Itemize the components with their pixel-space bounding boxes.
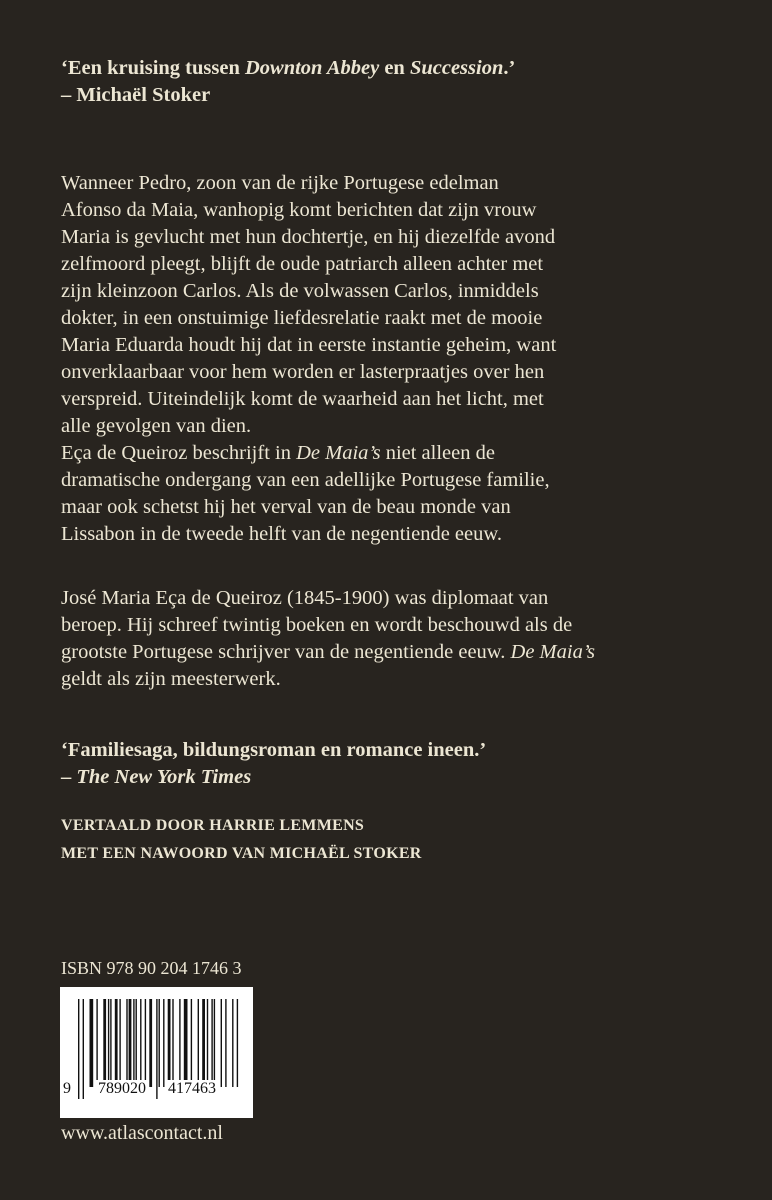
text-line <box>61 467 556 494</box>
text-line <box>61 737 486 764</box>
barcode-bar <box>186 999 187 1087</box>
barcode-bar <box>115 999 118 1087</box>
text-line <box>61 612 595 639</box>
text-segment: Maria is gevlucht met hun dochtertje, en hij diezelfde avond <box>61 226 556 248</box>
barcode-digits-left: 789020 <box>98 1080 146 1097</box>
text-line <box>61 764 486 791</box>
text-segment: José Maria Eça de Queiroz (1845-1900) was diplomaat van <box>61 587 549 609</box>
italic-title: Succession <box>409 57 504 79</box>
barcode-bar <box>133 999 134 1087</box>
barcode-bar <box>140 999 141 1087</box>
text-segment: en <box>379 57 410 79</box>
barcode-bar <box>92 999 93 1087</box>
text-line <box>61 521 556 548</box>
text-segment: .’ <box>503 57 516 79</box>
italic-title: De Maia’s <box>296 442 381 464</box>
barcode-bar <box>159 999 160 1087</box>
barcode-bar <box>172 999 173 1087</box>
barcode-bar <box>179 999 180 1087</box>
text-line <box>61 494 556 521</box>
italic-title: De Maia’s <box>510 641 595 663</box>
text-line <box>61 224 556 251</box>
barcode-bar <box>214 999 215 1087</box>
afterword-credit: MET EEN NAWOORD VAN MICHAËL STOKER <box>61 845 422 862</box>
text-line <box>61 386 556 413</box>
text-segment: ‘Een kruising tussen <box>61 57 245 79</box>
text-segment: – <box>61 766 77 788</box>
text-segment: Afonso da Maia, wanhopig komt berichten dat zijn vrouw <box>61 199 537 221</box>
barcode-bar <box>149 999 152 1087</box>
barcode-bar <box>237 999 238 1087</box>
text-line <box>61 639 595 666</box>
text-line <box>61 305 556 332</box>
barcode-bar <box>211 999 212 1087</box>
author-bio <box>61 585 595 693</box>
barcode-bar <box>198 999 199 1087</box>
credits <box>61 812 422 868</box>
text-segment: zijn kleinzoon Carlos. Als de volwassen Carlos, inmiddels <box>61 280 539 302</box>
text-segment: Wanneer Pedro, zoon van de rijke Portugese edelman <box>61 172 499 194</box>
quote-top <box>61 55 515 109</box>
text-segment: – Michaël Stoker <box>61 84 211 106</box>
barcode-bar <box>168 999 171 1087</box>
text-segment: niet alleen de <box>380 442 495 464</box>
barcode-bar <box>163 999 164 1087</box>
publisher-url[interactable]: www.atlascontact.nl <box>61 1122 223 1144</box>
text-line <box>61 170 556 197</box>
translator-credit: VERTAALD DOOR HARRIE LEMMENS <box>61 817 365 834</box>
blurb <box>61 170 556 548</box>
text-segment: dramatische ondergang van een adellijke Portugese familie, <box>61 469 550 491</box>
text-segment: Eça de Queiroz beschrijft in <box>61 442 297 464</box>
italic-title: Downton Abbey <box>244 57 380 79</box>
barcode <box>60 987 253 1118</box>
text-segment: ‘Familiesaga, bildungsroman en romance ineen.’ <box>61 739 487 761</box>
barcode-bar <box>96 999 97 1087</box>
barcode-bar <box>207 999 208 1087</box>
text-segment: Maria Eduarda houdt hij dat in eerste instantie geheim, want <box>61 334 557 356</box>
barcode-digit-first: 9 <box>63 1080 71 1097</box>
barcode-bar <box>83 999 84 1099</box>
barcode-bar <box>78 999 79 1099</box>
barcode-bar <box>119 999 120 1087</box>
barcode-bar <box>232 999 233 1087</box>
barcode-bar <box>221 999 222 1087</box>
text-line <box>61 585 595 612</box>
barcode-bar <box>129 999 132 1087</box>
text-segment: onverklaarbaar voor hem worden er lasterpraatjes over hen <box>61 361 545 383</box>
text-line <box>61 359 556 386</box>
barcode-bar <box>145 999 146 1087</box>
isbn: ISBN 978 90 204 1746 3 <box>61 958 242 978</box>
text-line <box>61 55 515 82</box>
text-line <box>61 278 556 305</box>
text-line <box>61 413 556 440</box>
text-segment: grootste Portugese schrijver van de negentiende eeuw. <box>61 641 511 663</box>
text-line <box>61 251 556 278</box>
barcode-bar <box>225 999 226 1087</box>
barcode-bar <box>103 999 106 1087</box>
text-segment: dokter, in een onstuimige liefdesrelatie raakt met de mooie <box>61 307 543 329</box>
text-line <box>61 666 595 693</box>
barcode-bar <box>136 999 137 1087</box>
barcode-bar <box>202 999 205 1087</box>
barcode-bar <box>126 999 127 1087</box>
quote-bottom <box>61 737 486 791</box>
barcode-bar <box>156 999 157 1099</box>
text-segment: beroep. Hij schreef twintig boeken en wordt beschouwd als de <box>61 614 573 636</box>
barcode-bar <box>108 999 109 1087</box>
italic-title: The New York Times <box>76 766 252 788</box>
text-segment: geldt als zijn meesterwerk. <box>61 668 281 690</box>
text-segment: verspreid. Uiteindelijk komt de waarheid aan het licht, met <box>61 388 544 410</box>
text-line <box>61 197 556 224</box>
text-segment: Lissabon in de tweede helft van de negentiende eeuw. <box>61 523 502 545</box>
text-segment: alle gevolgen van dien. <box>61 415 252 437</box>
barcode-bar <box>191 999 192 1087</box>
text-segment: maar ook schetst hij het verval van de beau monde van <box>61 496 511 518</box>
text-line <box>61 332 556 359</box>
barcode-digits-right: 417463 <box>168 1080 216 1097</box>
barcode-bar <box>110 999 111 1087</box>
text-line <box>61 82 515 109</box>
text-segment: zelfmoord pleegt, blijft de oude patriarch alleen achter met <box>61 253 544 275</box>
text-line <box>61 440 556 467</box>
